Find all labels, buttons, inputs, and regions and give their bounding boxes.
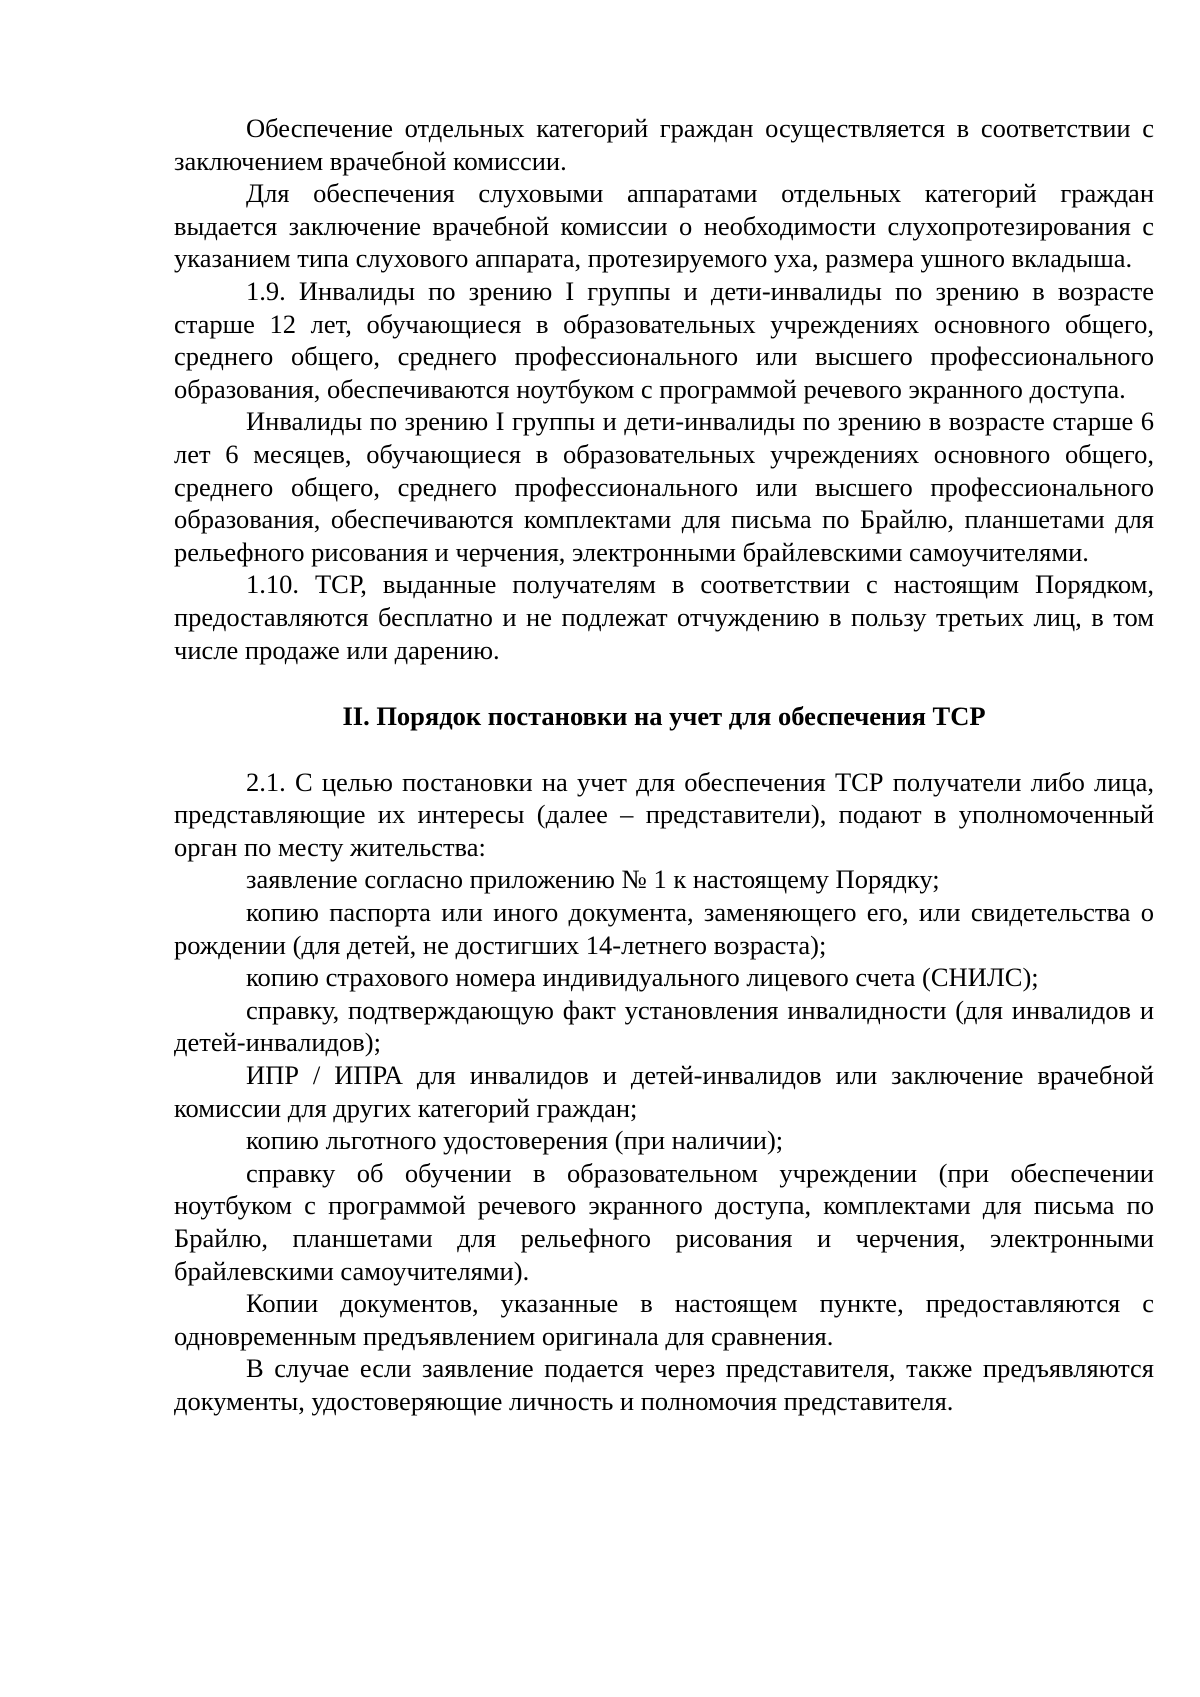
list-item-ipr-ipra: ИПР / ИПРА для инвалидов и детей-инвалидов или заключение врачебной комиссии для других категорий граждан; <box>174 1060 1154 1123</box>
document-body <box>174 112 1154 1418</box>
paragraph-vk-conclusion: Обеспечение отдельных категорий граждан осуществляется в соответствии с заключением врачебной комиссии. <box>174 113 1154 176</box>
list-item-disability-certificate: справку, подтверждающую факт установления инвалидности (для инвалидов и детей-инвалидов); <box>174 994 1154 1058</box>
paragraph-representative: В случае если заявление подается через представителя, также предъявляются документы, удостоверяющие личность и полномочия представителя. <box>174 1353 1154 1416</box>
list-item-education-certificate: справку об обучении в образовательном учреждении (при обеспечении ноутбуком с программой речевого экранного доступа, комплектами для письма по Брайлю, планшетами для рельефного рисования и черчения, электронными брайлевскими самоучителями). <box>174 1157 1154 1286</box>
list-item-application: заявление согласно приложению № 1 к настоящему Порядку; <box>246 864 940 895</box>
list-item-benefit-certificate: копию льготного удостоверения (при наличии); <box>246 1125 784 1156</box>
paragraph-1-10: 1.10. ТСР, выданные получателям в соответствии с настоящим Порядком, предоставляются бесплатно и не подлежат отчуждению в пользу третьих лиц, в том числе продаже или дарению. <box>174 569 1154 665</box>
list-item-passport: копию паспорта или иного документа, заменяющего его, или свидетельства о рождении (для детей, не достигших 14-летнего возраста); <box>174 897 1154 960</box>
paragraph-2-1: 2.1. С целью постановки на учет для обеспечения ТСР получатели либо лица, представляющие их интересы (далее – представители), подают в уполномоченный орган по месту жительства: <box>174 766 1154 862</box>
section-heading: II. Порядок постановки на учет для обеспечения ТСР <box>342 701 986 732</box>
paragraph-hearing-aids: Для обеспечения слуховыми аппаратами отдельных категорий граждан выдается заключение врачебной комиссии о необходимости слухопротезирования с указанием типа слухового аппарата, протезируемого уха, размера ушного вкладыша. <box>174 178 1154 274</box>
paragraph-copies: Копии документов, указанные в настоящем пункте, предоставляются с одновременным предъявлением оригинала для сравнения. <box>174 1288 1154 1351</box>
paragraph-1-9: 1.9. Инвалиды по зрению I группы и дети-инвалиды по зрению в возрасте старше 12 лет, обучающиеся в образовательных учреждениях основного общего, среднего общего, среднего профессионального или высшего профессионального образования, обеспечиваются ноутбуком с программой речевого экранного доступа. <box>174 275 1154 404</box>
list-item-snils: копию страхового номера индивидуального лицевого счета (СНИЛС); <box>246 962 1039 993</box>
paragraph-braille-kits: Инвалиды по зрению I группы и дети-инвалиды по зрению в возрасте старше 6 лет 6 месяцев, обучающиеся в образовательных учреждениях основного общего, среднего общего, среднего профессионального или высшего профессионального образования, обеспечиваются комплектами для письма по Брайлю, планшетами для рельефного рисования и черчения, электронными брайлевскими самоучителями. <box>174 406 1154 567</box>
